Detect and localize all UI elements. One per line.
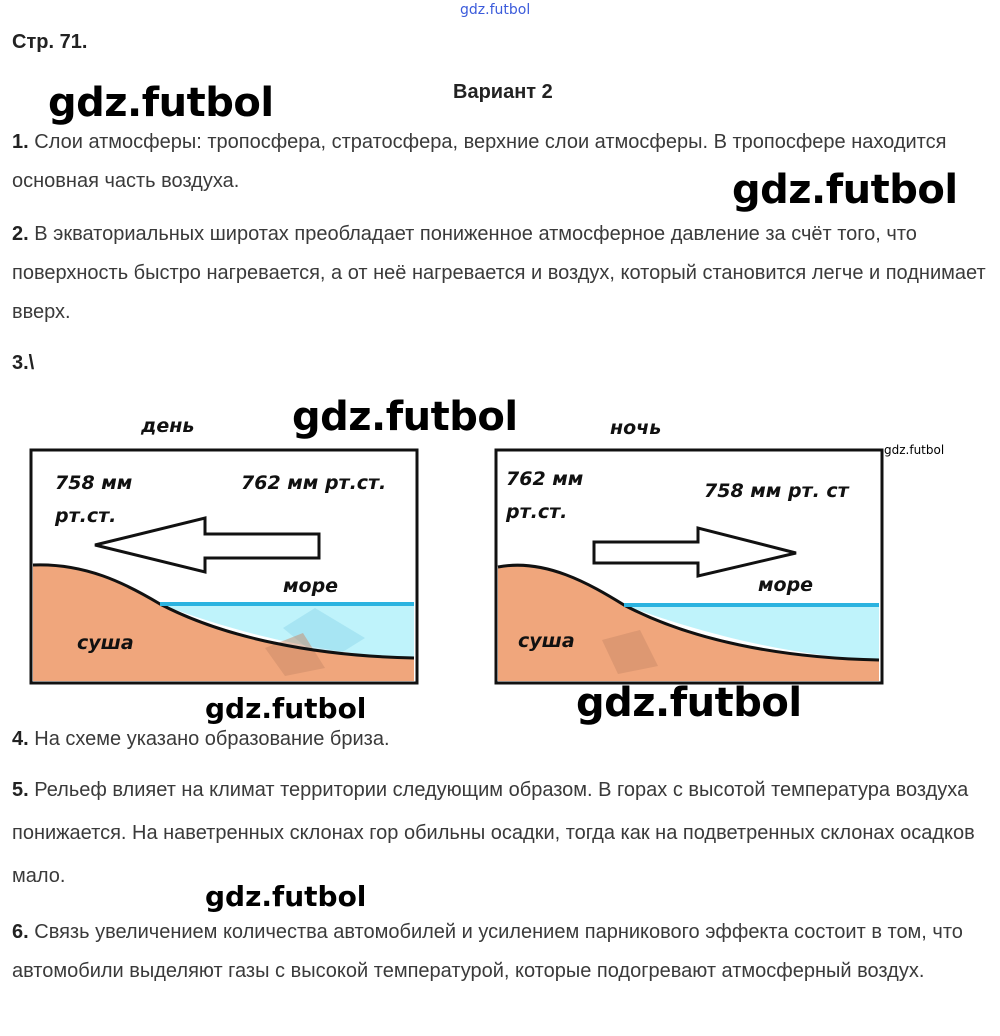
night-breeze-diagram — [490, 408, 890, 690]
answer-4 — [12, 720, 992, 759]
watermark-4: gdz.futbol — [205, 692, 367, 725]
night-right-pressure: 758 мм рт. ст — [704, 480, 849, 502]
variant-title: Вариант 2 — [453, 81, 553, 103]
day-breeze-diagram — [25, 408, 425, 690]
answer-6-number: 6. — [12, 921, 29, 943]
answer-6 — [12, 913, 992, 991]
answer-2 — [12, 215, 992, 332]
answer-4-text: На схеме указано образование бриза. — [34, 728, 390, 750]
night-sea-label: море — [758, 574, 814, 596]
watermark-top: gdz.futbol — [460, 2, 531, 18]
answer-2-text: В экваториальных широтах преобладает пониженное атмосферное давление за счёт того, что поверхность быстро нагревается, а от неё нагревается и воздух, который становится легче и поднимает вверх. — [12, 223, 986, 323]
day-sea-label: море — [283, 575, 339, 597]
night-land-label: суша — [518, 630, 575, 652]
answer-6-text: Связь увеличением количества автомобилей и усилением парникового эффекта состоит в том, что автомобили выделяют газы с высокой температурой, которые подогревают атмосферный воздух. — [12, 921, 963, 982]
answer-1-text: Слои атмосферы: тропосфера, стратосфера, верхние слои атмосферы. В тропосфере находится основная часть воздуха. — [12, 131, 947, 192]
day-left-pressure-1: 758 мм — [55, 472, 133, 494]
answer-4-number: 4. — [12, 728, 29, 750]
day-left-pressure-2: рт.ст. — [55, 505, 117, 527]
watermark-6: gdz.futbol — [205, 880, 367, 913]
answer-3-number: 3.\ — [12, 352, 35, 374]
answer-1-number: 1. — [12, 131, 29, 153]
answer-5-number: 5. — [12, 779, 29, 801]
watermark-5: gdz.futbol — [576, 680, 802, 726]
watermark-3: gdz.futbol — [292, 394, 518, 440]
answer-3 — [12, 344, 992, 383]
night-title: ночь — [610, 417, 662, 439]
day-land-label: суша — [77, 632, 134, 654]
page-label: Стр. 71. — [12, 31, 88, 53]
day-right-pressure: 762 мм рт.ст. — [241, 472, 387, 494]
answer-2-number: 2. — [12, 223, 29, 245]
day-title: день — [141, 415, 195, 437]
watermark-2: gdz.futbol — [732, 167, 958, 213]
answer-5 — [12, 769, 992, 898]
watermark-1: gdz.futbol — [48, 80, 274, 126]
night-left-pressure-1: 762 мм — [506, 468, 584, 490]
night-left-pressure-2: рт.ст. — [506, 501, 568, 523]
watermark-small: gdz.futbol — [884, 443, 945, 457]
answer-5-text: Рельеф влияет на климат территории следующим образом. В горах с высотой температура воздуха понижается. На наветренных склонах гор обильны осадки, тогда как на подветренных склонах осадков мало. — [12, 779, 975, 887]
